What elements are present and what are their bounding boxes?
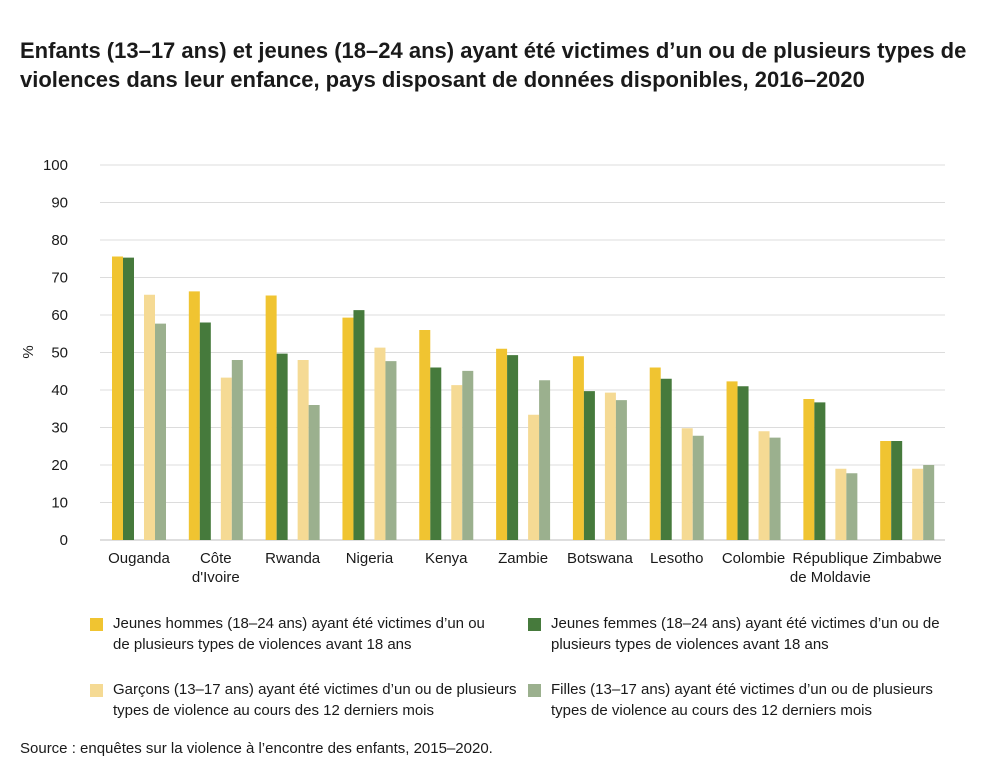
legend-label: Garçons (13–17 ans) ayant été victimes d’un ou de plusieurs types de violence au cours des 12 derniers mois — [113, 681, 517, 719]
x-tick-label: Kenya — [424, 550, 468, 567]
bar — [803, 399, 814, 540]
bar — [814, 402, 825, 540]
legend-swatch — [90, 618, 103, 631]
bar — [770, 438, 781, 540]
x-tick-label: République — [792, 550, 869, 567]
bar — [496, 349, 507, 540]
bar — [616, 400, 627, 540]
y-tick-label: 70 — [51, 269, 68, 287]
x-tick-label: Zambie — [498, 550, 549, 567]
x-tick-label: de Moldavie — [789, 569, 871, 586]
bar — [661, 379, 672, 540]
bar — [835, 469, 846, 540]
y-tick-label: 50 — [51, 344, 68, 362]
y-tick-label: 10 — [51, 494, 68, 512]
bar — [298, 360, 309, 540]
legend-item-jeunes-femmes — [528, 613, 968, 655]
x-tick-label: Rwanda — [265, 550, 321, 567]
legend-swatch — [528, 618, 541, 631]
y-tick-label: 60 — [51, 307, 68, 324]
legend-swatch — [90, 684, 103, 697]
bar — [507, 355, 518, 540]
y-tick-label: 20 — [51, 457, 68, 474]
bar — [430, 368, 441, 541]
bar — [650, 368, 661, 541]
x-tick-label: Côte — [199, 550, 232, 567]
legend-label: Jeunes hommes (18–24 ans) ayant été victimes d’un ou de plusieurs types de violences avant 18 ans — [113, 615, 485, 653]
chart-title: Enfants (13–17 ans) et jeunes (18–24 ans) ayant été victimes d’un ou de plusieurs types de violences dans leur enfance, pays disposant de données disponibles, 2016–2020 — [20, 38, 967, 92]
bar — [221, 378, 232, 540]
bar — [112, 257, 123, 541]
y-tick-label: 90 — [51, 194, 68, 212]
bar — [123, 258, 134, 540]
x-tick-label: Colombie — [721, 550, 786, 567]
x-tick-label: d'Ivoire — [191, 569, 240, 586]
y-tick-label: 0 — [59, 532, 68, 549]
bar — [912, 469, 923, 540]
bar — [353, 310, 364, 540]
bar — [200, 323, 211, 541]
bar — [759, 431, 770, 540]
y-tick-label: 30 — [51, 419, 68, 437]
bar — [419, 330, 430, 540]
bar — [155, 324, 166, 540]
legend-item-filles — [528, 679, 968, 721]
source-note: Source : enquêtes sur la violence à l’encontre des enfants, 2015–2020. — [20, 740, 493, 757]
bars — [112, 257, 934, 541]
x-tick-label: Ouganda — [108, 550, 170, 567]
x-tick-label: Botswana — [566, 550, 633, 567]
bar — [923, 465, 934, 540]
bar — [880, 441, 891, 540]
x-tick-label: Nigeria — [345, 550, 394, 567]
x-tick-label: Lesotho — [650, 550, 704, 567]
bar — [727, 381, 738, 540]
bar — [682, 428, 693, 540]
y-tick-label: 100 — [42, 157, 68, 174]
bar — [528, 415, 539, 540]
y-tick-label: 80 — [51, 232, 68, 249]
bar — [266, 296, 277, 541]
x-tick-label: Zimbabwe — [872, 550, 942, 567]
bar — [605, 393, 616, 540]
bar — [573, 356, 584, 540]
x-axis-ticks — [108, 550, 942, 586]
legend-item-garcons — [90, 679, 530, 721]
y-axis-label: % — [20, 345, 37, 359]
legend-label: Jeunes femmes (18–24 ans) ayant été victimes d’un ou de plusieurs types de violences avant 18 ans — [551, 615, 940, 653]
bar — [738, 386, 749, 540]
bar — [584, 391, 595, 540]
bar — [309, 405, 320, 540]
bar — [693, 436, 704, 540]
bar — [144, 295, 155, 540]
bar — [374, 348, 385, 540]
bar — [342, 318, 353, 540]
y-axis-ticks — [43, 157, 68, 549]
bar — [232, 360, 243, 540]
bar — [451, 385, 462, 540]
bar — [189, 291, 200, 540]
legend-item-jeunes-hommes — [90, 613, 485, 655]
bar — [277, 354, 288, 540]
bar — [846, 473, 857, 540]
legend-swatch — [528, 684, 541, 697]
bar — [462, 371, 473, 540]
bar — [891, 441, 902, 540]
y-tick-label: 40 — [51, 382, 68, 399]
bar — [539, 380, 550, 540]
legend-label: Filles (13–17 ans) ayant été victimes d’un ou de plusieurs types de violence au cours des 12 derniers mois — [551, 681, 933, 719]
bar — [385, 361, 396, 540]
